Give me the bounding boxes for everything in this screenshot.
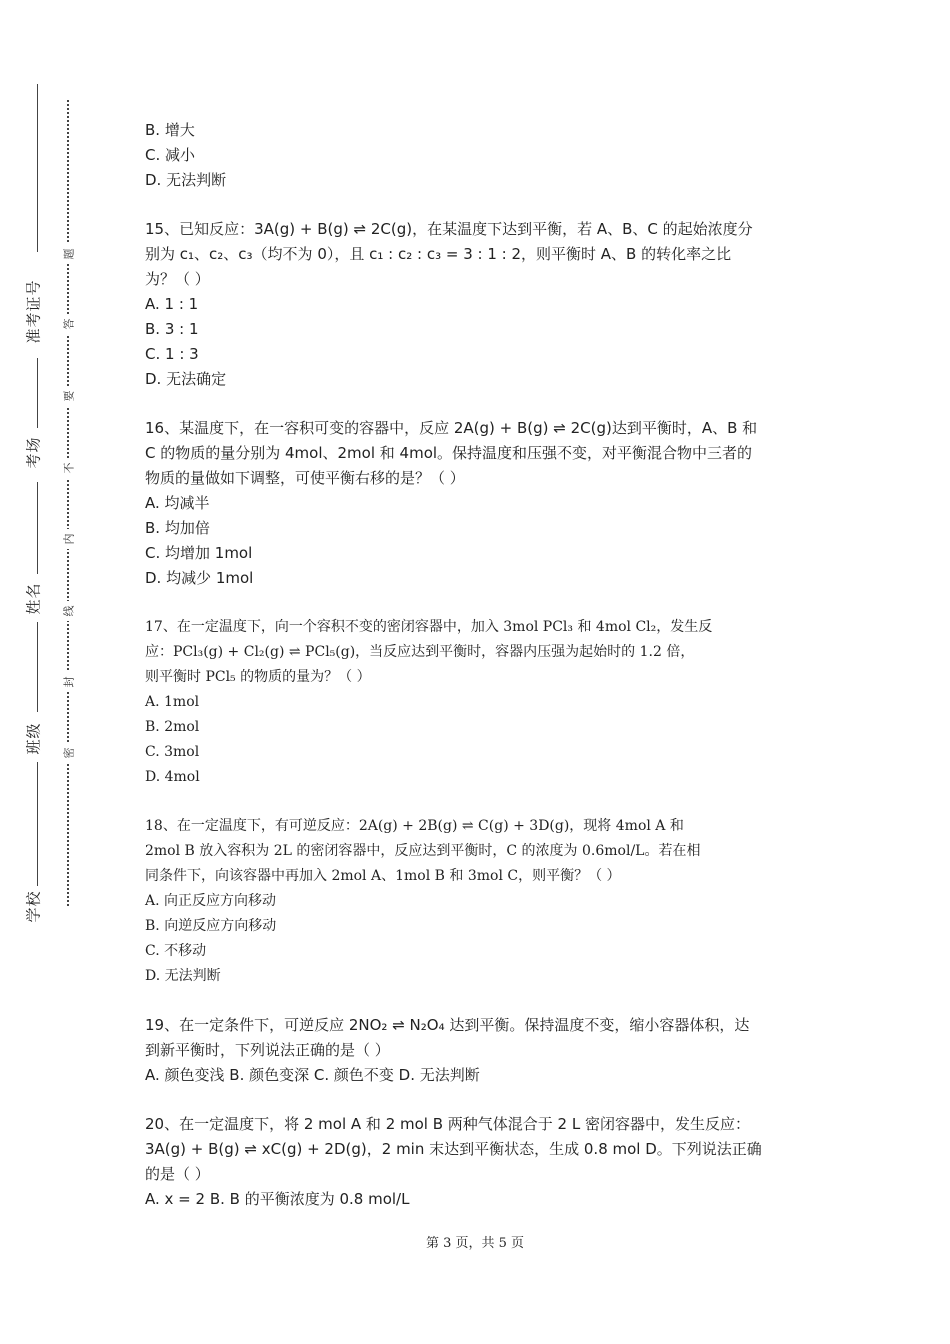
option: A. 1 : 1	[145, 295, 199, 313]
question-text: C 的物质的量分别为 4mol、2mol 和 4mol。保持温度和压强不变，对平衡混合物中三者的	[145, 444, 753, 462]
question-text: 15、已知反应：3A(g) + B(g) ⇌ 2C(g)，在某温度下达到平衡，若 A、B、C 的起始浓度分	[145, 220, 753, 238]
option: B. 向逆反应方向移动	[145, 918, 277, 934]
option: C. 3mol	[145, 744, 200, 760]
school-field: 学校	[24, 889, 43, 923]
option: C. 1 : 3	[145, 345, 199, 363]
question-text: 17、在一定温度下，向一个容积不变的密闭容器中，加入 3mol PCl₃ 和 4mol Cl₂，发生反	[145, 619, 713, 635]
option: D. 无法判断	[145, 171, 227, 189]
question-text: 16、某温度下，在一容积可变的容器中，反应 2A(g) + B(g) ⇌ 2C(g)达到平衡时，A、B 和	[145, 419, 758, 437]
seal-char: 不	[58, 458, 78, 478]
question-18	[145, 814, 810, 989]
question-text: 3A(g) + B(g) ⇌ xC(g) + 2D(g)，2 min 末达到平衡状态，生成 0.8 mol D。下列说法正确	[145, 1140, 762, 1158]
question-text: 的是（ ）	[145, 1165, 210, 1183]
question-15	[145, 217, 810, 392]
name-field: 姓名	[24, 581, 43, 615]
question-list	[145, 118, 810, 1236]
margin-rule	[37, 358, 38, 428]
question-14-continued	[145, 118, 810, 193]
exam-number-field: 准考证号	[24, 278, 43, 344]
option: A. 1mol	[145, 694, 200, 710]
seal-char: 密	[58, 743, 78, 763]
seal-char: 内	[58, 529, 78, 549]
question-17	[145, 615, 810, 790]
question-text: 2mol B 放入容积为 2L 的密闭容器中，反应达到平衡时，C 的浓度为 0.6mol/L。若在相	[145, 843, 701, 859]
question-16	[145, 416, 810, 591]
option: D. 4mol	[145, 769, 200, 785]
margin-rule	[37, 482, 38, 574]
option: C. 均增加 1mol	[145, 544, 253, 562]
question-text: 别为 c₁、c₂、c₃（均不为 0），且 c₁ : c₂ : c₃ = 3 : 1 : 2，则平衡时 A、B 的转化率之比	[145, 245, 732, 263]
seal-line	[67, 100, 69, 906]
option: A. 向正反应方向移动	[145, 893, 277, 909]
question-text: 20、在一定温度下，将 2 mol A 和 2 mol B 两种气体混合于 2 L 密闭容器中，发生反应：	[145, 1115, 750, 1133]
option: A. 均减半	[145, 494, 210, 512]
question-text: 应：PCl₃(g) + Cl₂(g) ⇌ PCl₅(g)，当反应达到平衡时，容器内压强为起始时的 1.2 倍，	[145, 644, 695, 660]
question-20	[145, 1112, 810, 1212]
seal-char: 要	[58, 386, 78, 406]
question-19	[145, 1013, 810, 1088]
option: C. 不移动	[145, 943, 207, 959]
question-text: 同条件下，向该容器中再加入 2mol A、1mol B 和 3mol C，则平衡？（ ）	[145, 868, 621, 884]
question-text: 则平衡时 PCl₅ 的物质的量为？（ ）	[145, 669, 371, 685]
margin-rule	[37, 84, 38, 252]
option: A. x = 2 B. B 的平衡浓度为 0.8 mol/L	[145, 1190, 410, 1208]
option: A. 颜色变浅 B. 颜色变深 C. 颜色不变 D. 无法判断	[145, 1066, 480, 1084]
question-text: 19、在一定条件下，可逆反应 2NO₂ ⇌ N₂O₄ 达到平衡。保持温度不变，缩小容器体积，达	[145, 1016, 750, 1034]
margin-rule	[37, 622, 38, 712]
option: D. 无法判断	[145, 968, 221, 984]
option: B. 增大	[145, 121, 195, 139]
seal-char: 题	[58, 244, 78, 264]
option: D. 无法确定	[145, 370, 227, 388]
seal-char: 线	[58, 601, 78, 621]
page-number: 第 3 页，共 5 页	[425, 1236, 525, 1251]
seal-char: 封	[58, 672, 78, 692]
option: B. 均加倍	[145, 519, 210, 537]
exam-room-field: 考场	[24, 435, 43, 469]
option: D. 均减少 1mol	[145, 569, 254, 587]
option: B. 3 : 1	[145, 320, 199, 338]
class-field: 班级	[24, 721, 43, 755]
question-text: 18、在一定温度下，有可逆反应：2A(g) + 2B(g) ⇌ C(g) + 3D(g)，现将 4mol A 和	[145, 818, 684, 834]
margin-rule	[37, 762, 38, 886]
option: C. 减小	[145, 146, 196, 164]
seal-char: 答	[58, 314, 78, 334]
question-text: 物质的量做如下调整，可使平衡右移的是？（ ）	[145, 469, 465, 487]
option: B. 2mol	[145, 719, 200, 735]
question-text: 到新平衡时，下列说法正确的是（ ）	[145, 1041, 390, 1059]
question-text: 为？（ ）	[145, 270, 210, 288]
